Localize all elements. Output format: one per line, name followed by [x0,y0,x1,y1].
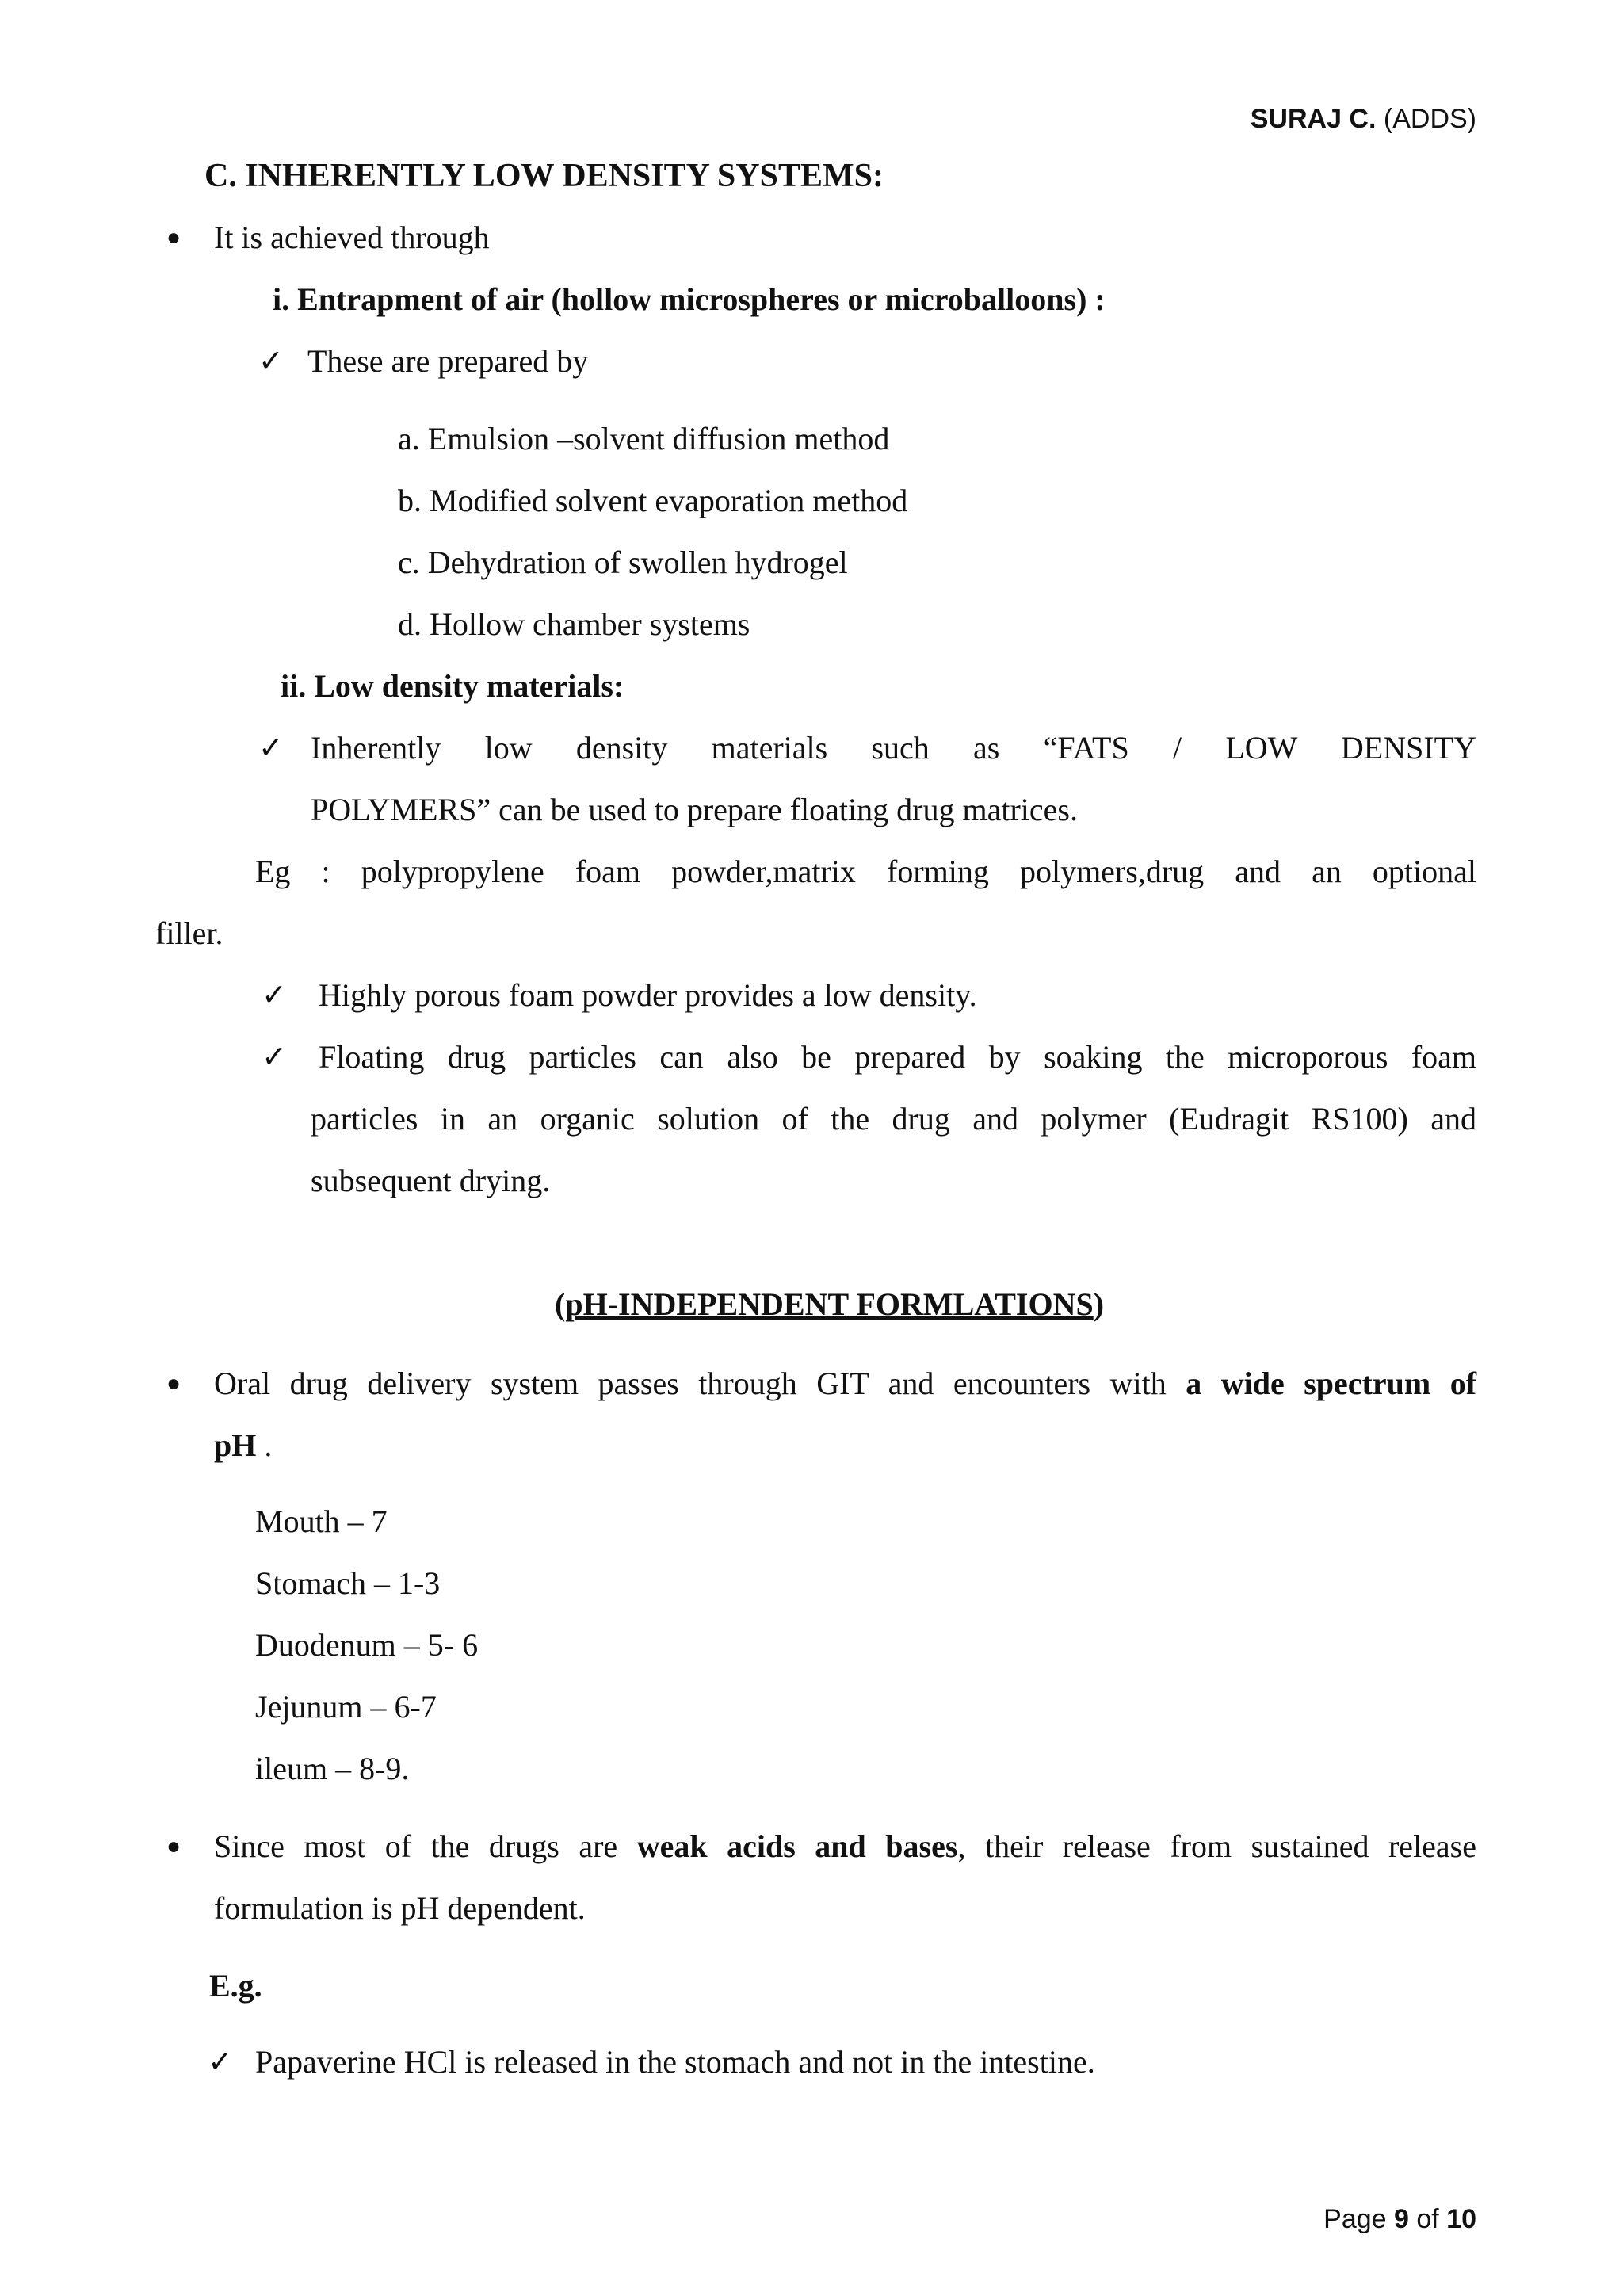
heading-open-paren: ( [555,1286,566,1322]
page-number [1323,2200,1476,2238]
text-run-bold: weak acids and bases [636,1828,958,1864]
text-run-bold: a wide spectrum of [1186,1366,1477,1401]
total-pages: 10 [1446,2204,1476,2234]
method-item: a. Emulsion –solvent diffusion method [398,421,890,457]
papaverine-text: Papaverine HCl is released in the stomach and not in the intestine. [255,2044,1095,2080]
header-author: SURAJ C. [1250,104,1377,134]
checkmark-icon: ✓ [258,345,284,378]
checkmark-icon: ✓ [262,979,287,1012]
text-run-bold: pH [214,1427,257,1463]
checkmark-icon: ✓ [258,732,284,765]
footer-text: Page [1323,2204,1394,2234]
bullet-icon: ● [166,1833,181,1859]
floating-particles-line2: particles in an organic solution of the drug and polymer (Eudragit RS100) and [311,1101,1476,1137]
text-run: . [256,1427,273,1463]
bullet-icon: ● [166,224,181,250]
floating-particles-line1: Floating drug particles can also be prepared by soaking the microporous foam [319,1039,1476,1075]
floating-particles-line3: subsequent drying. [311,1163,551,1198]
section-c-intro: It is achieved through [214,220,490,255]
method-item: b. Modified solvent evaporation method [398,483,908,518]
running-header [1251,100,1476,138]
ph-list-item: ileum – 8-9. [255,1751,410,1786]
git-ph-text-line1 [214,1365,1476,1403]
low-density-text-line2: POLYMERS” can be used to prepare floating drug matrices. [311,792,1078,827]
heading-close-paren: ) [1093,1286,1105,1322]
git-ph-text-line2 [214,1427,272,1465]
ph-list-item: Jejunum – 6-7 [255,1689,437,1725]
checkmark-icon: ✓ [262,1041,287,1074]
method-item: c. Dehydration of swollen hydrogel [398,544,848,580]
prepared-by-text: These are prepared by [307,343,589,379]
eg-label: E.g. [209,1968,262,2004]
method-item: d. Hollow chamber systems [398,606,750,642]
example-text-line1: Eg : polypropylene foam powder,matrix forming polymers,drug and an optional [255,854,1476,889]
ph-list-item: Duodenum – 5- 6 [255,1627,479,1663]
text-run: , their release from sustained release [957,1828,1477,1864]
subsection-i-title: i. Entrapment of air (hollow microspheres or microballoons) : [273,281,1106,317]
current-page: 9 [1394,2204,1409,2234]
weak-acids-text-line2: formulation is pH dependent. [214,1890,586,1926]
checkmark-icon: ✓ [208,2046,233,2079]
ph-list-item: Stomach – 1-3 [255,1565,441,1601]
header-tag: (ADDS) [1376,104,1476,134]
weak-acids-text-line1 [214,1828,1476,1866]
section-c-title: C. INHERENTLY LOW DENSITY SYSTEMS: [204,158,884,194]
text-run: Oral drug delivery system passes through GIT and encounters with [214,1366,1186,1401]
ph-section-heading [555,1286,1104,1324]
bullet-icon: ● [166,1370,181,1396]
low-density-text-line1: Inherently low density materials such as “FATS / LOW DENSITY [311,730,1476,766]
ph-list-item: Mouth – 7 [255,1503,388,1539]
footer-text: of [1408,2204,1447,2234]
porous-foam-text: Highly porous foam powder provides a low density. [319,977,977,1013]
example-text-line2: filler. [155,915,223,951]
heading-text: pH-INDEPENDENT FORMLATIONS [565,1286,1094,1322]
text-run: Since most of the drugs are [214,1828,637,1864]
subsection-ii-title: ii. Low density materials: [281,668,624,704]
